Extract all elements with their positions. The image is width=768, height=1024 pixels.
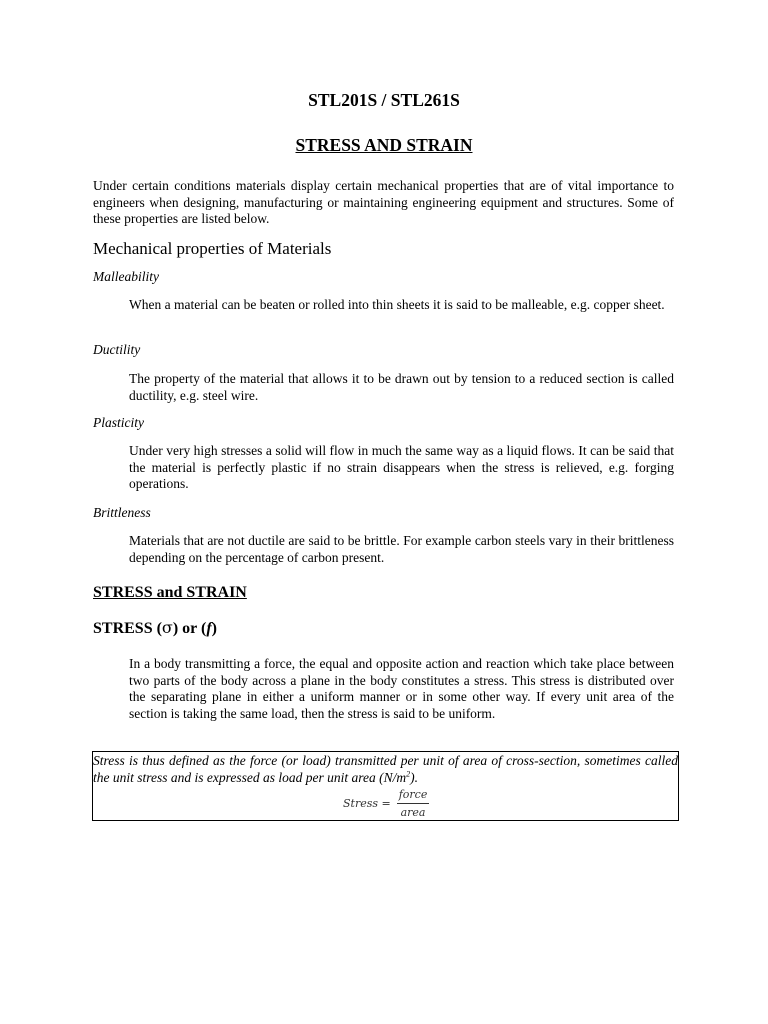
- sigma-symbol: σ: [161, 618, 173, 637]
- term-ductility: Ductility: [93, 342, 141, 357]
- definition-text-main: Stress is thus defined as the force (or load) transmitted per unit of area of cross-section, sometimes called the unit stress and is expressed as load per unit area (N/m: [93, 753, 678, 785]
- stress-paragraph: In a body transmitting a force, the equal and opposite action and reaction which take place between two parts of the body across a plane in the body constitutes a stress. This stress is distributed over the separating plane in either a uniform manner or in some other way. If every unit area of the section is taking the same load, then the stress is said to be uniform.: [129, 656, 674, 721]
- definition-superscript: 2: [406, 769, 411, 779]
- term-malleability: Malleability: [93, 269, 159, 284]
- intro-paragraph: Under certain conditions materials display certain mechanical properties that are of vital importance to engineers when designing, manufacturing or maintaining engineering equipment and structures. Some of these properties are listed below.: [93, 178, 674, 227]
- term-plasticity: Plasticity: [93, 415, 144, 430]
- description-brittleness: Materials that are not ductile are said to be brittle. For example carbon steels vary in their brittleness depending on the percentage of carbon present.: [129, 533, 674, 565]
- formula-lhs: Stress =: [343, 796, 391, 810]
- f-symbol: f: [206, 620, 212, 637]
- stress-and-strain-heading: STRESS and STRAIN: [93, 584, 247, 601]
- description-plasticity: Under very high stresses a solid will flow in much the same way as a liquid flows. It can be said that the material is perfectly plastic if no strain disappears when the stress is relieved, e.g. forging operations.: [129, 443, 674, 492]
- formula-denominator: area: [400, 806, 426, 819]
- formula-fraction: [397, 788, 430, 820]
- term-brittleness: Brittleness: [93, 505, 151, 520]
- formula-numerator: force: [397, 788, 430, 804]
- definition-text: [93, 753, 678, 786]
- stress-heading-prefix: STRESS (: [93, 620, 162, 637]
- stress-formula: [343, 788, 429, 820]
- stress-heading: [93, 618, 217, 638]
- stress-heading-suffix: ): [211, 620, 217, 637]
- section-heading-mechanical-properties: Mechanical properties of Materials: [93, 239, 332, 258]
- definition-text-end: ).: [410, 769, 418, 785]
- description-malleability: When a material can be beaten or rolled into thin sheets it is said to be malleable, e.g. copper sheet.: [129, 297, 665, 312]
- definition-box: [92, 751, 679, 821]
- stress-heading-middle: ) or (: [172, 620, 207, 637]
- description-ductility: The property of the material that allows it to be drawn out by tension to a reduced section is called ductility, e.g. steel wire.: [129, 371, 674, 403]
- course-code-heading: STL201S / STL261S: [308, 90, 460, 110]
- document-title: STRESS AND STRAIN: [295, 135, 473, 155]
